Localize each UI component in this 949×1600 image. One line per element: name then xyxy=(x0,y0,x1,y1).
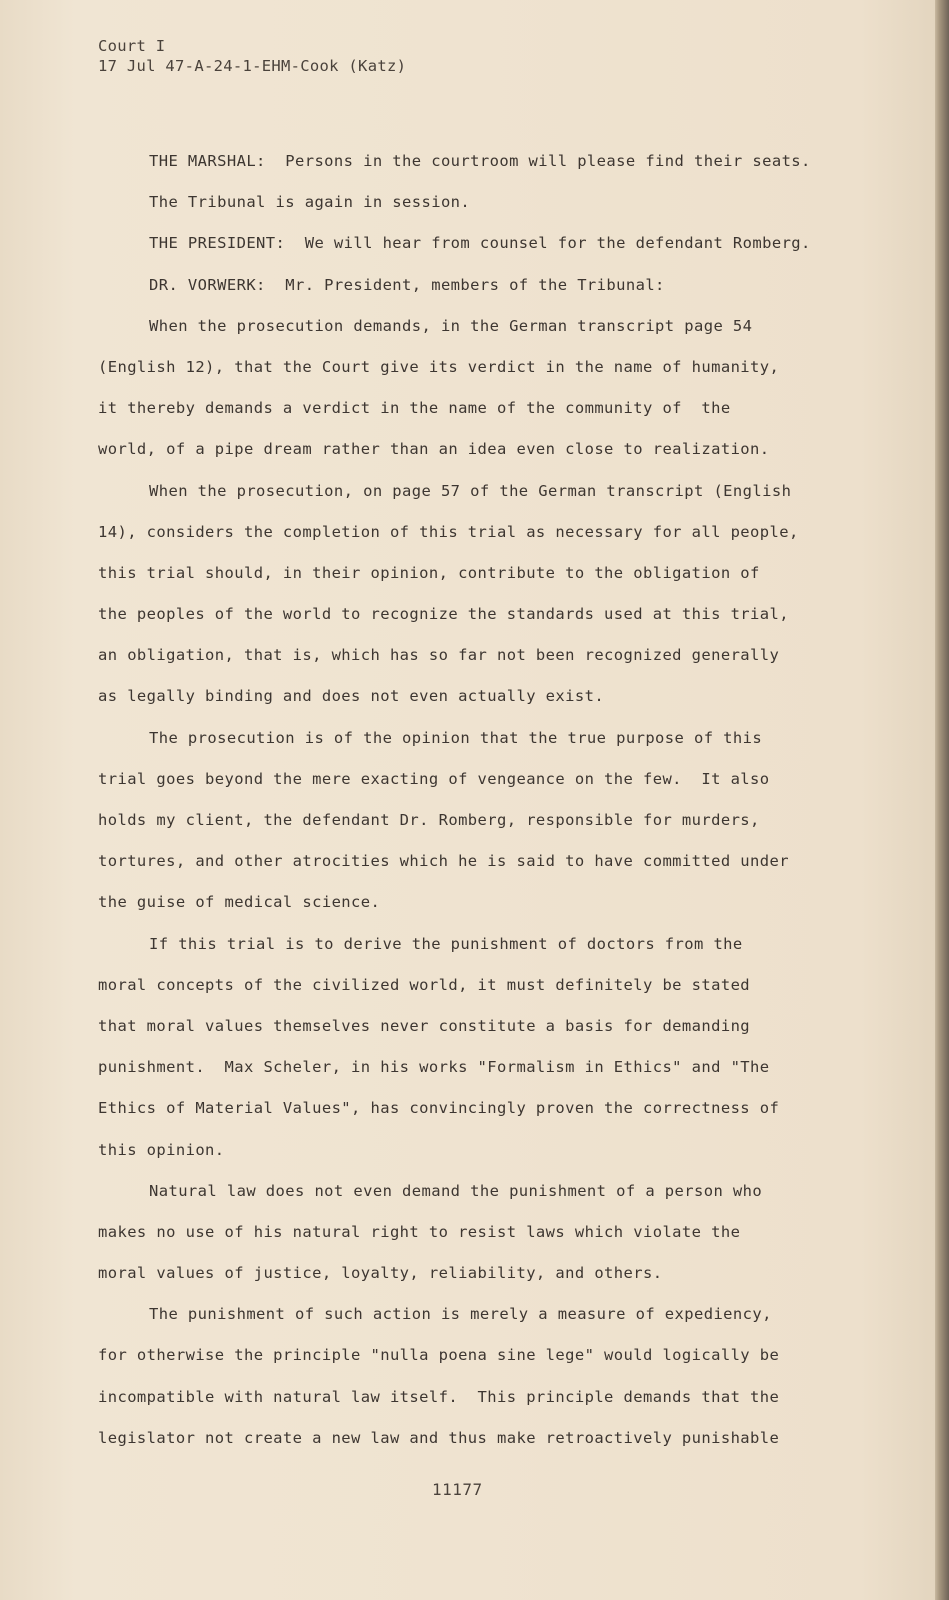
text-line: punishment. Max Scheler, in his works "Formalism in Ethics" and "The xyxy=(98,1058,770,1077)
text-line: holds my client, the defendant Dr. Romberg, responsible for murders, xyxy=(98,811,760,829)
text-line: makes no use of his natural right to resist laws which violate the xyxy=(98,1222,741,1241)
text-line: as legally binding and does not even actually exist. xyxy=(98,687,605,706)
text-line: an obligation, that is, which has so far not been recognized generally xyxy=(98,646,780,665)
transcript-reference: 17 Jul 47-A-24-1-EHM-Cook (Katz) xyxy=(98,57,407,75)
text-line: for otherwise the principle "nulla poena sine lege" would logically be xyxy=(98,1346,780,1365)
page-number: 11177 xyxy=(432,1480,483,1499)
document-header xyxy=(98,36,406,76)
text-line: incompatible with natural law itself. This principle demands that the xyxy=(98,1387,780,1406)
transcript-body xyxy=(98,149,838,1467)
text-line: If this trial is to derive the punishment of doctors from the xyxy=(149,934,743,953)
text-line: THE PRESIDENT: We will hear from counsel for the defendant Romberg. xyxy=(149,234,811,253)
page-edge xyxy=(935,0,949,1600)
text-line: this trial should, in their opinion, contribute to the obligation of xyxy=(98,563,760,582)
text-line: it thereby demands a verdict in the name of the community of the xyxy=(98,399,731,418)
text-line: moral concepts of the civilized world, it must definitely be stated xyxy=(98,975,751,994)
text-line: legislator not create a new law and thus make retroactively punishable xyxy=(98,1428,780,1447)
text-line: The Tribunal is again in session. xyxy=(149,193,471,212)
text-line: Ethics of Material Values", has convincingly proven the correctness of xyxy=(98,1099,780,1118)
text-line: When the prosecution demands, in the German transcript page 54 xyxy=(149,316,753,335)
text-line: that moral values themselves never constitute a basis for demanding xyxy=(98,1016,751,1035)
court-label: Court I xyxy=(98,37,166,55)
text-line: trial goes beyond the mere exacting of vengeance on the few. It also xyxy=(98,769,770,788)
text-line: (English 12), that the Court give its verdict in the name of humanity, xyxy=(98,357,780,376)
text-line: When the prosecution, on page 57 of the German transcript (English xyxy=(149,481,792,500)
text-line: world, of a pipe dream rather than an idea even close to realization. xyxy=(98,440,770,459)
text-line: tortures, and other atrocities which he is said to have committed under xyxy=(98,852,789,871)
text-line: The prosecution is of the opinion that the true purpose of this xyxy=(149,728,763,747)
text-line: The punishment of such action is merely a measure of expediency, xyxy=(149,1305,772,1324)
text-line: moral values of justice, loyalty, reliability, and others. xyxy=(98,1264,663,1283)
text-line: 14), considers the completion of this trial as necessary for all people, xyxy=(98,522,799,541)
text-line: the guise of medical science. xyxy=(98,893,381,912)
text-line: DR. VORWERK: Mr. President, members of the Tribunal: xyxy=(149,275,665,294)
text-line: this opinion. xyxy=(98,1140,225,1159)
text-line: the peoples of the world to recognize the standards used at this trial, xyxy=(98,605,789,624)
text-line: Natural law does not even demand the punishment of a person who xyxy=(149,1181,763,1200)
text-line: THE MARSHAL: Persons in the courtroom will please find their seats. xyxy=(149,152,811,170)
